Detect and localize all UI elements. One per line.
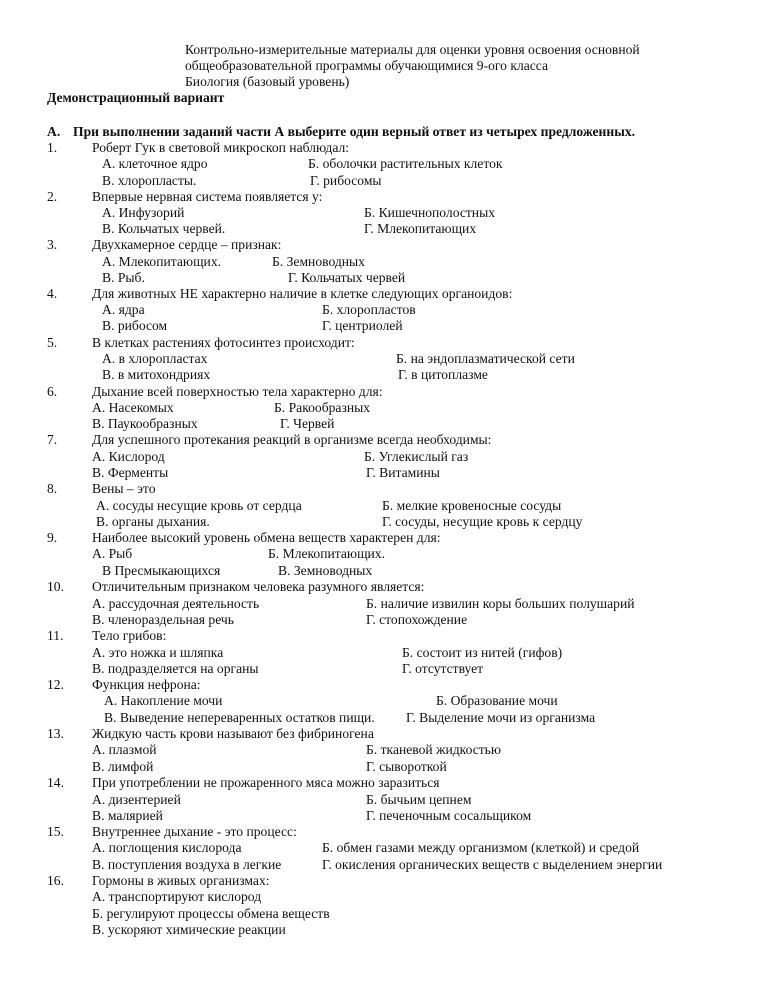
question-number: 12. [47, 677, 64, 692]
answer-option: Б. обмен газами между организмом (клеткой) и средой [322, 840, 640, 855]
question-text: Наиболее высокий уровень обмена веществ характерен для: [92, 530, 441, 545]
question-number: 11. [47, 628, 64, 643]
answer-option: А. в хлоропластах [102, 351, 208, 366]
question-text: Вены – это [92, 481, 156, 496]
question-text: Функция нефрона: [92, 677, 201, 692]
answer-option: В. поступления воздуха в легкие [92, 857, 282, 872]
answer-option: Б. тканевой жидкостью [366, 742, 502, 757]
question-number: 15. [47, 824, 64, 839]
question-number: 1. [47, 140, 58, 155]
answer-option: Б. Образование мочи [436, 693, 558, 708]
question-text: Для успешного протекания реакций в организме всегда необходимы: [92, 432, 492, 447]
answer-option: В. Ферменты [92, 465, 169, 480]
answer-option: В. органы дыхания. [96, 514, 210, 529]
question-number: 7. [47, 432, 58, 447]
header-line-2: общеобразовательной программы обучающимися 9-ого класса [185, 58, 549, 73]
answer-option: Г. Млекопитающих [364, 221, 477, 236]
answer-option: Б. регулируют процессы обмена веществ [92, 906, 330, 921]
answer-option: А. сосуды несущие кровь от сердца [96, 498, 302, 513]
question-text: При употреблении не прожаренного мяса можно заразиться [92, 775, 440, 790]
header-line-1: Контрольно-измерительные материалы для оценки уровня освоения основной [185, 42, 640, 57]
question-number: 3. [47, 237, 58, 252]
question-number: 14. [47, 775, 64, 790]
question-number: 5. [47, 335, 58, 350]
answer-option: Г. Выделение мочи из организма [406, 710, 596, 725]
answer-option: А. Накопление мочи [104, 693, 223, 708]
answer-option: Г. стопохождение [366, 612, 468, 627]
answer-option: Б. мелкие кровеносные сосуды [382, 498, 562, 513]
answer-option: Б. Кишечнополостных [364, 205, 496, 220]
answer-option: А. транспортируют кислород [92, 889, 262, 904]
answer-option: Г. в цитоплазме [398, 367, 488, 382]
answer-option: А. Рыб [92, 546, 133, 561]
answer-option: Б. наличие извилин коры больших полушарий [366, 596, 635, 611]
question-text: Впервые нервная система появляется у: [92, 189, 323, 204]
answer-option: В. Паукообразных [92, 416, 198, 431]
answer-option: В. малярией [92, 808, 163, 823]
answer-option: А. это ножка и шляпка [92, 645, 224, 660]
answer-option: В. в митохондриях [102, 367, 211, 382]
section-a-instruction: При выполнении заданий части А выберите один верный ответ из четырех предложенных. [73, 124, 636, 139]
answer-option: Б. состоит из нитей (гифов) [402, 645, 563, 660]
answer-option: В. членораздельная речь [92, 612, 234, 627]
answer-option: В Пресмыкающихся [102, 563, 221, 578]
answer-option: А. Кислород [92, 449, 165, 464]
variant-title: Демонстрационный вариант [47, 90, 225, 105]
answer-option: Б. хлоропластов [322, 302, 416, 317]
answer-option: Б. на эндоплазматической сети [396, 351, 575, 366]
answer-option: Г. Витамины [366, 465, 440, 480]
question-number: 16. [47, 873, 64, 888]
answer-option: В. Земноводных [278, 563, 373, 578]
answer-option: В. лимфой [92, 759, 154, 774]
question-number: 13. [47, 726, 64, 741]
question-text: Внутреннее дыхание - это процесс: [92, 824, 297, 839]
question-text: В клетках растениях фотосинтез происходит: [92, 335, 355, 350]
question-number: 8. [47, 481, 58, 496]
answer-option: В. Рыб. [102, 270, 145, 285]
answer-option: Б. Млекопитающих. [268, 546, 386, 561]
question-text: Отличительным признаком человека разумного является: [92, 579, 425, 594]
section-a-label: А. [47, 124, 61, 139]
answer-option: Б. оболочки растительных клеток [308, 156, 503, 171]
answer-option: А. Инфузорий [102, 205, 185, 220]
answer-option: Г. сосуды, несущие кровь к сердцу [382, 514, 583, 529]
answer-option: Г. рибосомы [310, 173, 382, 188]
question-text: Жидкую часть крови называют без фибриногена [92, 726, 374, 741]
answer-option: А. поглощения кислорода [92, 840, 242, 855]
answer-option: В. Кольчатых червей. [102, 221, 226, 236]
answer-option: Г. центриолей [322, 318, 403, 333]
answer-option: А. Насекомых [92, 400, 174, 415]
question-text: Роберт Гук в световой микроскоп наблюдал: [92, 140, 350, 155]
answer-option: Б. бычьим цепнем [366, 792, 472, 807]
answer-option: А. дизентерией [92, 792, 181, 807]
answer-option: А. ядра [102, 302, 145, 317]
answer-option: Г. окисления органических веществ с выделением энергии [322, 857, 663, 872]
question-text: Гормоны в живых организмах: [92, 873, 270, 888]
answer-option: В. рибосом [102, 318, 168, 333]
question-number: 10. [47, 579, 64, 594]
question-text: Двухкамерное сердце – признак: [92, 237, 282, 252]
header-line-3: Биология (базовый уровень) [185, 74, 350, 89]
answer-option: В. подразделяется на органы [92, 661, 259, 676]
answer-option: Б. Углекислый газ [364, 449, 469, 464]
answer-option: Г. печеночным сосальщиком [366, 808, 532, 823]
question-number: 9. [47, 530, 58, 545]
question-number: 4. [47, 286, 58, 301]
question-number: 6. [47, 384, 58, 399]
answer-option: Г. отсутствует [402, 661, 484, 676]
answer-option: А. Млекопитающих. [102, 254, 222, 269]
answer-option: Г. сывороткой [366, 759, 447, 774]
answer-option: А. клеточное ядро [102, 156, 208, 171]
answer-option: В. Выведение непереваренных остатков пищи. [104, 710, 375, 725]
answer-option: Б. Земноводных [272, 254, 365, 269]
question-text: Тело грибов: [92, 628, 167, 643]
answer-option: Г. Кольчатых червей [288, 270, 406, 285]
answer-option: А. рассудочная деятельность [92, 596, 260, 611]
answer-option: А. плазмой [92, 742, 157, 757]
question-number: 2. [47, 189, 58, 204]
question-text: Для животных НЕ характерно наличие в клетке следующих органоидов: [92, 286, 513, 301]
answer-option: В. ускоряют химические реакции [92, 922, 286, 937]
question-text: Дыхание всей поверхностью тела характерно для: [92, 384, 383, 399]
answer-option: Б. Ракообразных [274, 400, 371, 415]
answer-option: В. хлоропласты. [102, 173, 197, 188]
answer-option: Г. Червей [280, 416, 335, 431]
